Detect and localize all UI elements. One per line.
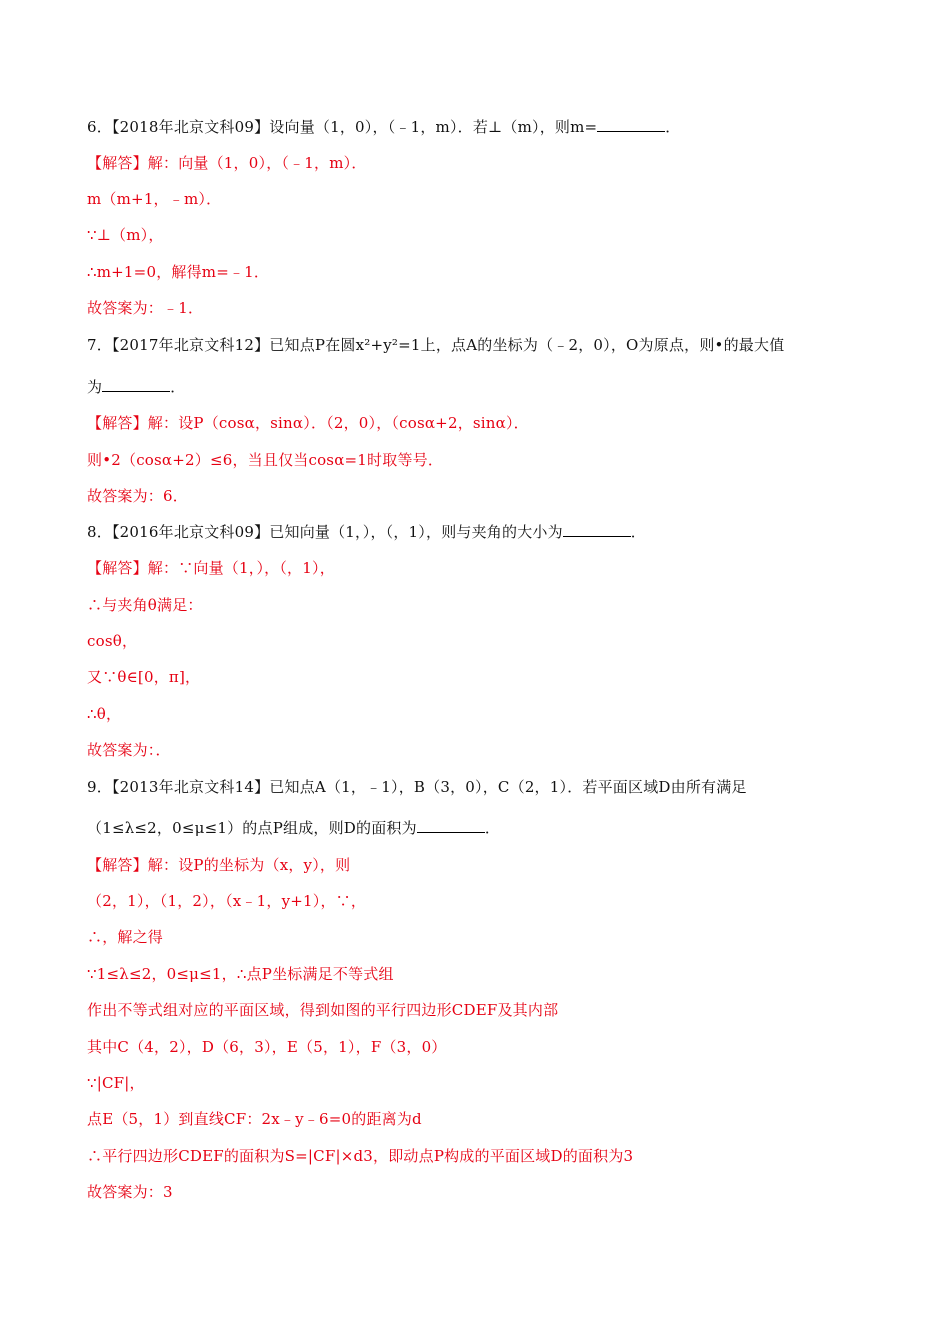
problem-7-solution-line: 则•2（cosα+2）≤6，当且仅当cosα=1时取等号． (87, 451, 444, 469)
answer-blank (597, 117, 665, 132)
problem-9-solution-line: 其中C（4，2），D（6，3），E（5，1），F（3，0） (87, 1038, 447, 1056)
problem-7-answer: 故答案为：6． (87, 487, 188, 505)
problem-8-answer: 故答案为：． (87, 741, 171, 759)
problem-7-question: 7．【2017年北京文科12】已知点P在圆x²+y²=1上，点A的坐标为（﹣2，0），O为原点，则•的最大值 (87, 336, 785, 354)
problem-8-solution-line: 又∵θ∈[0，π]， (87, 668, 201, 686)
problem-9-solution-line: 作出不等式组对应的平面区域，得到如图的平行四边形CDEF及其内部 (87, 1001, 559, 1019)
problem-7-question-cont: 为 ． (87, 378, 186, 396)
problem-9-solution-line: ∵|CF|， (87, 1074, 145, 1092)
problem-9-question: 9．【2013年北京文科14】已知点A（1，﹣1），B（3，0），C（2，1）．若平面区域D由所有满足 (87, 778, 747, 796)
problem-6-solution-line: ∵⊥（m）， (87, 226, 164, 244)
problem-6-solution-line: m（m+1，﹣m）． (87, 190, 222, 208)
problem-8-solution-line: ∴θ， (87, 705, 122, 723)
answer-blank (417, 818, 485, 833)
problem-9-question-cont: （1≤λ≤2，0≤μ≤1）的点P组成，则D的面积为 ． (87, 819, 501, 837)
problem-8-question: 8．【2016年北京文科09】已知向量（1，），（，1），则与夹角的大小为 ． (87, 523, 646, 541)
problem-6-question: 6．【2018年北京文科09】设向量（1，0），（﹣1，m）．若⊥（m），则m= ． (87, 118, 681, 136)
problem-6-solution-line: ∴m+1=0，解得m=﹣1． (87, 263, 270, 281)
problem-9-solution-line: 【解答】解：设P的坐标为（x，y），则 (87, 856, 351, 874)
problem-9-solution-line: 点E（5，1）到直线CF：2x﹣y﹣6=0的距离为d (87, 1110, 422, 1128)
problem-9-answer: 故答案为：3 (87, 1183, 173, 1201)
problem-8-solution-line: 【解答】解：∵向量（1，），（，1）， (87, 559, 335, 577)
problem-9-solution-line: ∵1≤λ≤2，0≤μ≤1，∴点P坐标满足不等式组 (87, 965, 394, 983)
problem-7-solution-line: 【解答】解：设P（cosα，sinα）．（2，0），（cosα+2，sinα）． (87, 414, 529, 432)
problem-9-solution-line: ∴，解之得 (87, 928, 164, 946)
problem-8-solution-line: ∴与夹角θ满足： (87, 596, 203, 614)
problem-6-answer: 故答案为：﹣1． (87, 299, 204, 317)
answer-blank (563, 522, 631, 537)
problem-6-solution-line: 【解答】解：向量（1，0），（﹣1，m）． (87, 154, 367, 172)
problem-8-solution-line: cosθ， (87, 632, 138, 650)
answer-blank (102, 377, 170, 392)
problem-9-solution-line: ∴平行四边形CDEF的面积为S=|CF|×d3，即动点P构成的平面区域D的面积为3 (87, 1147, 634, 1165)
problem-9-solution-line: （2，1），（1，2），（x﹣1，y+1），∵， (87, 892, 367, 910)
